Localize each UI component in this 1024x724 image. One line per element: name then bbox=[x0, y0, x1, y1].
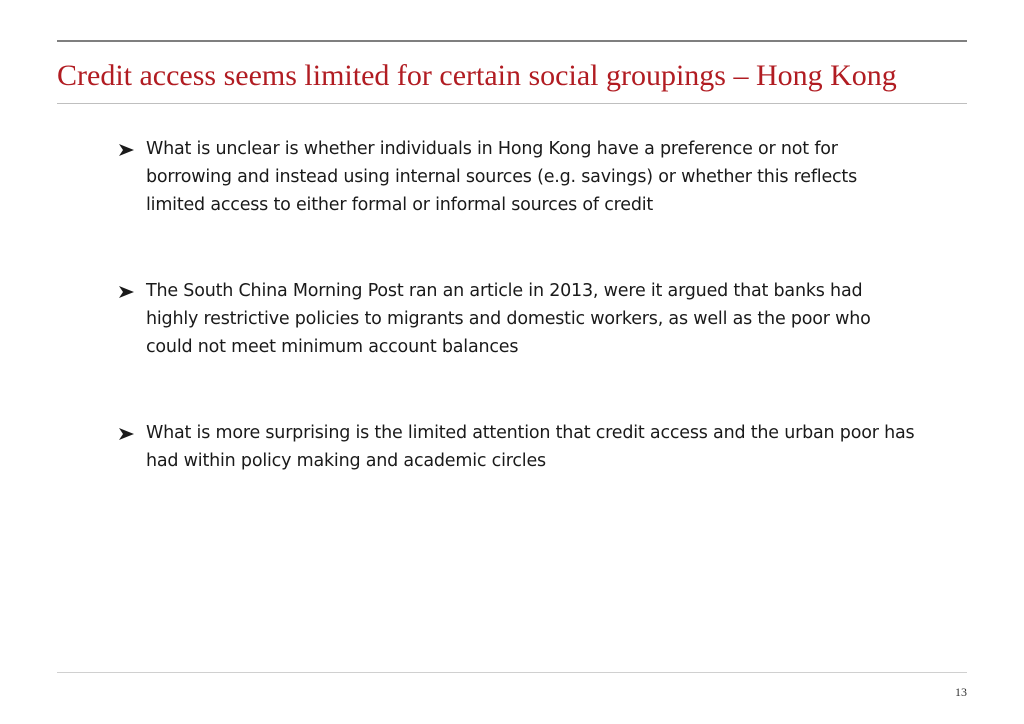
arrowhead-bullet-icon bbox=[118, 286, 134, 298]
title-divider bbox=[57, 103, 967, 104]
footer-divider bbox=[57, 672, 967, 673]
arrowhead-bullet-icon bbox=[118, 428, 134, 440]
arrowhead-bullet-icon bbox=[118, 144, 134, 156]
slide-title: Credit access seems limited for certain social groupings – Hong Kong bbox=[57, 59, 897, 92]
bullet-list bbox=[118, 135, 918, 475]
bullet-text: What is more surprising is the limited attention that credit access and the urban poor has had within policy making and academic circles bbox=[146, 423, 915, 471]
bullet-item-1 bbox=[118, 135, 918, 219]
bullet-text: The South China Morning Post ran an article in 2013, were it argued that banks had highly restrictive policies to migrants and domestic workers, as well as the poor who could not meet minimum account balances bbox=[146, 281, 871, 357]
bullet-item-2 bbox=[118, 277, 918, 361]
bullet-item-3 bbox=[118, 419, 918, 475]
bullet-text: What is unclear is whether individuals in Hong Kong have a preference or not for borrowing and instead using internal sources (e.g. savings) or whether this reflects limited access to either formal or informal sources of credit bbox=[146, 139, 858, 215]
page-number: 13 bbox=[955, 685, 967, 699]
top-divider bbox=[57, 40, 967, 42]
